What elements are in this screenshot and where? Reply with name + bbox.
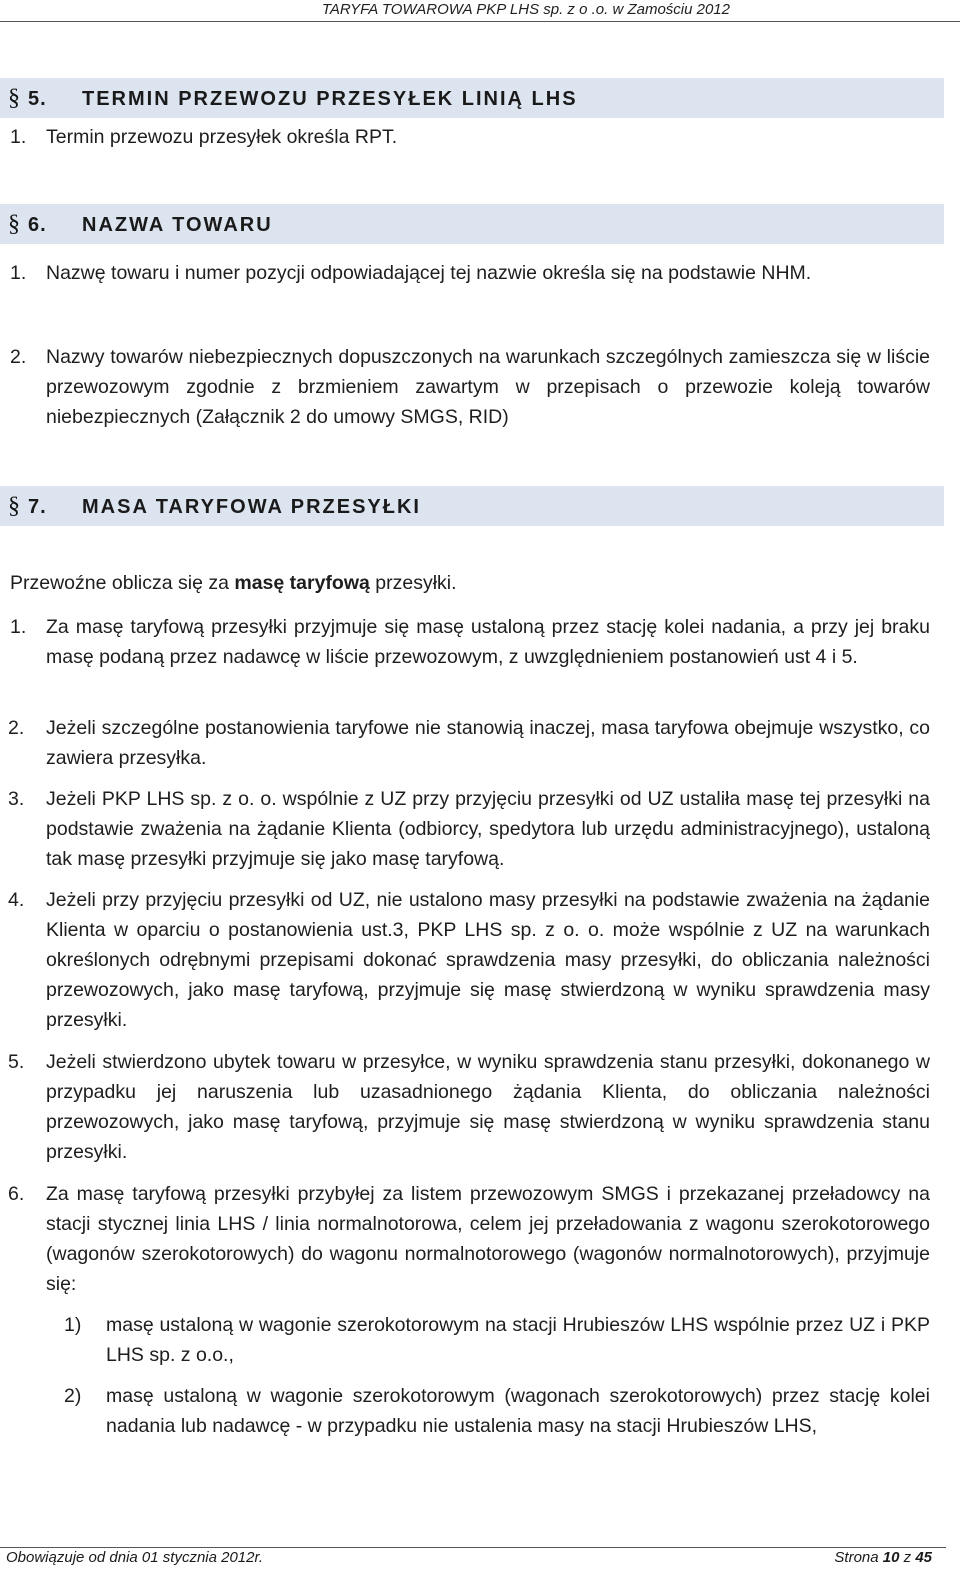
list-item — [8, 1047, 930, 1167]
section-intro — [10, 568, 930, 598]
page-total: 45 — [915, 1549, 932, 1566]
page-label: Strona — [834, 1549, 879, 1566]
section-6-heading — [0, 204, 944, 244]
list-item — [8, 1179, 930, 1299]
item-number: 6. — [8, 1183, 25, 1205]
item-text: Nazwę towaru i numer pozycji odpowiadającej tej nazwie określa się na podstawie NHM. — [46, 262, 812, 284]
item-text: Nazwy towarów niebezpiecznych dopuszczonych na warunkach szczególnych zamieszcza się w liście przewozowym zgodnie z brzmieniem zawartym w przepisach o przewozie koleją towarów niebezpiecznych (Załącznik 2 do umowy SMGS, RID) — [46, 346, 930, 428]
item-text: Jeżeli PKP LHS sp. z o. o. wspólnie z UZ przy przyjęciu przesyłki od UZ ustaliła masę tej przesyłki na podstawie zważenia na żądanie Klienta (odbiorcy, spedytora lub urzędu administracyjnego), ustaloną tak masę przesyłki przyjmuje się jako masę taryfową. — [46, 788, 930, 870]
footer-valid-from: Obowiązuje od dnia 01 stycznia 2012r. — [6, 1549, 264, 1566]
item-text: Jeżeli stwierdzono ubytek towaru w przesyłce, w wyniku sprawdzenia stanu przesyłki, dokonanego w przypadku jej naruszenia lub uzasadnionego żądania Klienta, do obliczania należności przewozowych, jako masę taryfową, przyjmuje się masę stwierdzoną w wyniku sprawdzenia stanu przesyłki. — [46, 1051, 930, 1163]
item-text: Za masę taryfową przesyłki przyjmuje się masę ustaloną przez stację kolei nadania, a przy jej braku masę podaną przez nadawcę w liście przewozowym, z uwzględnieniem postanowień ust 4 i 5. — [46, 616, 930, 668]
header-rule — [0, 21, 960, 22]
section-number: 7. — [28, 496, 47, 518]
section-symbol: § — [8, 493, 20, 519]
list-item — [8, 885, 930, 1035]
item-number: 1. — [10, 262, 27, 284]
header-title: TARYFA TOWAROWA PKP LHS sp. z o .o. w Zamościu 2012 — [321, 1, 730, 18]
sub-list-item — [64, 1310, 930, 1370]
list-item — [10, 342, 930, 432]
list-item — [10, 258, 930, 288]
subitem-number: 2) — [64, 1385, 82, 1407]
section-symbol: § — [8, 85, 20, 111]
section-title: MASA TARYFOWA PRZESYŁKI — [82, 496, 421, 518]
subitem-text: masę ustaloną w wagonie szerokotorowym (wagonach szerokotorowych) przez stację kolei nadania lub nadawcę - w przypadku nie ustalenia masy na stacji Hrubieszów LHS, — [106, 1385, 930, 1437]
page-current: 10 — [882, 1549, 900, 1566]
list-item — [10, 122, 930, 152]
item-number: 2. — [8, 717, 25, 739]
page-header — [0, 0, 960, 24]
section-title: NAZWA TOWARU — [82, 214, 273, 236]
item-text: Jeżeli przy przyjęciu przesyłki od UZ, nie ustalono masy przesyłki na podstawie zważenia na żądanie Klienta w oparciu o postanowienia ust.3, PKP LHS sp. z o. o. może wspólnie z UZ na warunkach określonych odrębnymi przepisami dokonać sprawdzenia masy przesyłki, do obliczania należności przewozowych, jako masę taryfową, przyjmuje się masę stwierdzoną w wyniku sprawdzenia masy przesyłki. — [46, 889, 930, 1031]
page-of: z — [903, 1549, 912, 1566]
intro-text: Przewoźne oblicza się za — [10, 572, 235, 594]
intro-bold-text: masę taryfową — [234, 572, 370, 594]
item-number: 4. — [8, 889, 25, 911]
item-number: 1. — [10, 126, 27, 148]
list-item — [8, 784, 930, 874]
item-text: Za masę taryfową przesyłki przybyłej za listem przewozowym SMGS i przekazanej przeładowcy na stacji stycznej linia LHS / linia normalnotorowa, celem jej przeładowania z wagonu szerokotorowego (wagonów szerokotorowych) do wagonu normalnotorowego (wagonów normalnotorowych), przyjmuje się: — [46, 1183, 930, 1295]
item-number: 3. — [8, 788, 25, 810]
footer-rule — [0, 1547, 946, 1548]
list-item — [8, 713, 930, 773]
subitem-number: 1) — [64, 1314, 82, 1336]
sub-list-item — [64, 1381, 930, 1441]
section-number: 5. — [28, 88, 47, 110]
list-item — [10, 612, 930, 672]
item-number: 2. — [10, 346, 27, 368]
item-text: Termin przewozu przesyłek określa RPT. — [46, 126, 398, 148]
section-7-heading — [0, 486, 944, 526]
section-title: TERMIN PRZEWOZU PRZESYŁEK LINIĄ LHS — [82, 88, 578, 110]
item-number: 5. — [8, 1051, 25, 1073]
section-number: 6. — [28, 214, 47, 236]
section-5-heading — [0, 78, 944, 118]
item-number: 1. — [10, 616, 27, 638]
section-symbol: § — [8, 211, 20, 237]
subitem-text: masę ustaloną w wagonie szerokotorowym na stacji Hrubieszów LHS wspólnie przez UZ i PKP LHS sp. z o.o., — [106, 1314, 930, 1366]
intro-text-end: przesyłki. — [369, 572, 457, 594]
page-number — [834, 1549, 932, 1566]
item-text: Jeżeli szczególne postanowienia taryfowe nie stanowią inaczej, masa taryfowa obejmuje wszystko, co zawiera przesyłka. — [46, 717, 930, 769]
